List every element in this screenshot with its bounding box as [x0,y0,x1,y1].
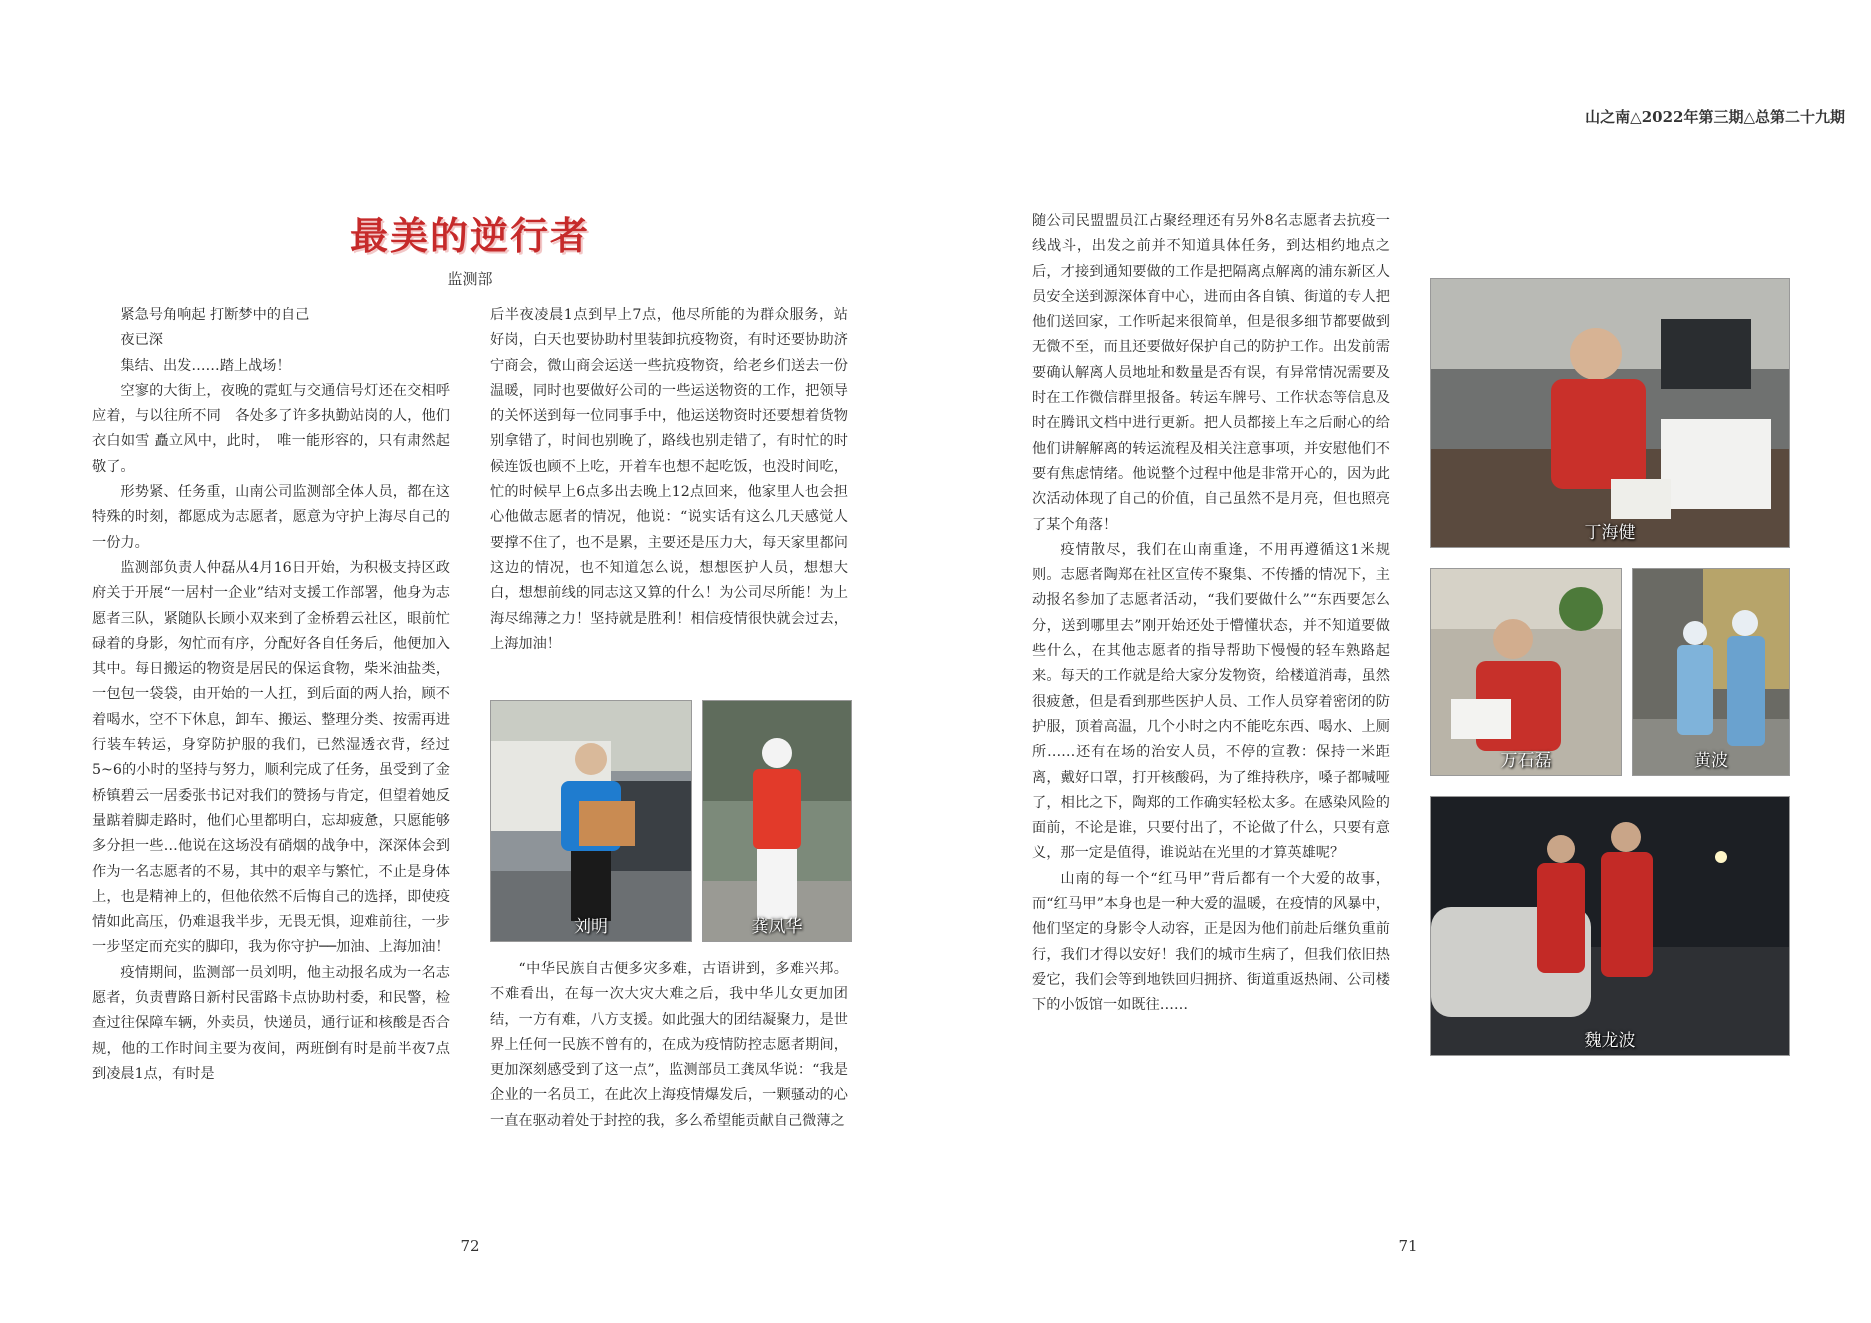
paragraph: 后半夜凌晨1点到早上7点，他尽所能的为群众服务，站好岗，白天也要协助村里装卸抗疫物资，有时还要协助济宁商会，微山商会运送一些抗疫物资，给老乡们送去一份温暖，同时也要做好公司的一些运送物资的工作，把领导的关怀送到每一位同事手中，他运送物资时还要想着货物别拿错了，时间也别晚了，路线也别走错了，有时忙的时候连饭也顾不上吃，开着车也想不起吃饭，也没时间吃，忙的时候早上6点多出去晚上12点回来，他家里人也会担心他做志愿者的情况，他说：“说实话有这么几天感觉人要撑不住了，也不是累，主要还是压力大，每天家里都问这边的情况，也不知道怎么说，想想医护人员，想想大白，想想前线的同志这又算的什么！为公司尽所能！为上海尽绵薄之力！坚持就是胜利！相信疫情很快就会过去，上海加油！ [490,307,848,652]
paragraph: “中华民族自古便多灾多难，古语讲到，多难兴邦。不难看出，在每一次大灾大难之后，我中华儿女更加团结，一方有难，八方支援。如此强大的团结凝聚力，是世界上任何一民族不曾有的，在成为疫情防控志愿者期间，更加深刻感受到了这一点”，监测部员工龚凤华说：“我是企业的一名员工，在此次上海疫情爆发后，一颗骚动的心一直在驱动着处于封控的我，多么希望能贡献自己微薄之 [490,961,848,1129]
photo-gong-fenghua [702,700,852,942]
paragraph: 集结、出发……踏上战场！ [120,357,291,374]
left-column-2-top [490,303,848,657]
left-column-2-bottom [490,957,848,1134]
paragraph: 紧急号角响起 打断梦中的自己 [120,307,310,323]
caption-huang-bo: 黄波 [1694,751,1728,771]
caption-wei-longbo: 魏龙波 [1584,1031,1636,1051]
caption-gong-fenghua: 龚凤华 [751,917,803,937]
caption-wan-shilei: 万石磊 [1500,751,1552,771]
paragraph: 疫情散尽，我们在山南重逢，不用再遵循这1米规则。志愿者陶郑在社区宣传不聚集、不传播的情况下，主动报名参加了志愿者活动，“我们要做什么”“东西要怎么分，送到哪里去”刚开始还处于懵懂状态，并不知道要做些什么，在其他志愿者的指导帮助下慢慢的轻车熟路起来。每天的工作就是给大家分发物资，给楼道消毒，虽然很疲惫，但是看到那些医护人员、工作人员穿着密闭的防护服，顶着高温，几个小时之内不能吃东西、喝水、上厕所……还有在场的治安人员，不停的宣教：保持一米距离，戴好口罩，打开核酸码，为了维持秩序，嗓子都喊哑了，相比之下，陶郑的工作确实轻松太多。在感染风险的面前，不论是谁，只要付出了，不论做了什么，只要有意义，那一定是值得，谁说站在光里的才算英雄呢？ [1032,541,1390,862]
paragraph: 山南的每一个“红马甲”背后都有一个大爱的故事，而“红马甲”本身也是一种大爱的温暖，在疫情的风暴中，他们坚定的身影令人动容，正是因为他们前赴后继负重前行，我们才得以安好！我们的城市生病了，但我们依旧热爱它，我们会等到地铁回归拥挤、街道重返热闹、公司楼下的小饭馆一如既往…… [1032,870,1390,1014]
page-number-left: 72 [460,1237,480,1255]
article-department: 监测部 [447,270,493,288]
paragraph: 夜已深 [120,332,163,349]
paragraph: 随公司民盟盟员江占聚经理还有另外8名志愿者去抗疫一线战斗，出发之前并不知道具体任务，到达相约地点之后，才接到通知要做的工作是把隔离点解离的浦东新区人员安全送到源深体育中心，进而由各自镇、街道的专人把他们送回家，工作听起来很简单，但是很多细节都要做到无微不至，而且还要做好保护自己的防护工作。出发前需要确认解离人员地址和数量是否有误，有异常情况需要及时在工作微信群里报备。转运车牌号、工作状态等信息及时在腾讯文档中进行更新。把人员都接上车之后耐心的给他们讲解解离的转运流程及相关注意事项，并安慰他们不要有焦虑情绪。他说整个过程中他是非常开心的，因为此次活动体现了自己的价值，自己虽然不是月亮，但也照亮了某个角落！ [1032,213,1390,533]
photo-wei-longbo [1430,796,1790,1056]
right-column [1032,209,1390,1019]
left-column-1 [92,303,450,1087]
paragraph: 监测部负责人仲磊从4月16日开始，为积极支持区政府关于开展“一居村一企业”结对支援工作部署，他身为志愿者三队，紧随队长顾小双来到了金桥碧云社区，眼前忙碌着的身影，匆忙而有序，分配好各自任务后，他便加入其中。每日搬运的物资是居民的保运食物，柴米油盐类，一包包一袋袋，由开始的一人扛，到后面的两人抬，顾不着喝水，空不下休息，卸车、搬运、整理分类、按需再进行装车转运，身穿防护服的我们，已然湿透衣背，经过5~6的小时的坚持与努力，顺利完成了任务，虽受到了金桥镇碧云一居委张书记对我们的赞扬与肯定，但望着她反量踮着脚走路时，他们心里都明白，忘却疲惫，只愿能够多分担一些…他说在这场没有硝烟的战争中，深深体会到作为一名志愿者的不易，其中的艰辛与繁忙，不止是身体上，也是精神上的，但他依然不后悔自己的选择，即使疫情如此高压，仍难退我半步，无畏无惧，迎难前往，一步一步坚定而充实的脚印，我为你守护──加油、上海加油！ [92,559,450,956]
photo-huang-bo [1632,568,1790,776]
photo-wan-shilei [1430,568,1622,776]
photo-ding-haijian [1430,278,1790,548]
caption-liu-ming: 刘明 [574,917,608,937]
page-number-right: 71 [1398,1237,1418,1255]
paragraph: 疫情期间，监测部一员刘明，他主动报名成为一名志愿者，负责曹路日新村民雷路卡点协助村委，和民警，检查过往保障车辆，外卖员，快递员，通行证和核酸是否合规，他的工作时间主要为夜间，两班倒有时是前半夜7点到凌晨1点，有时是 [92,964,450,1082]
caption-ding-haijian: 丁海健 [1584,523,1636,543]
issue-header: 山之南△2022年第三期△总第二十九期 [1585,108,1845,126]
photo-liu-ming [490,700,692,942]
paragraph: 空寥的大街上，夜晚的霓虹与交通信号灯还在交相呼应着，与以往所不同 各处多了许多执勤站岗的人，他们衣白如雪 矗立风中，此时， 唯一能形容的，只有肃然起敬了。 [92,382,450,475]
paragraph: 形势紧、任务重，山南公司监测部全体人员，都在这特殊的时刻，都愿成为志愿者，愿意为守护上海尽自己的一份力。 [92,484,450,551]
article-title: 最美的逆行者 [349,214,590,258]
